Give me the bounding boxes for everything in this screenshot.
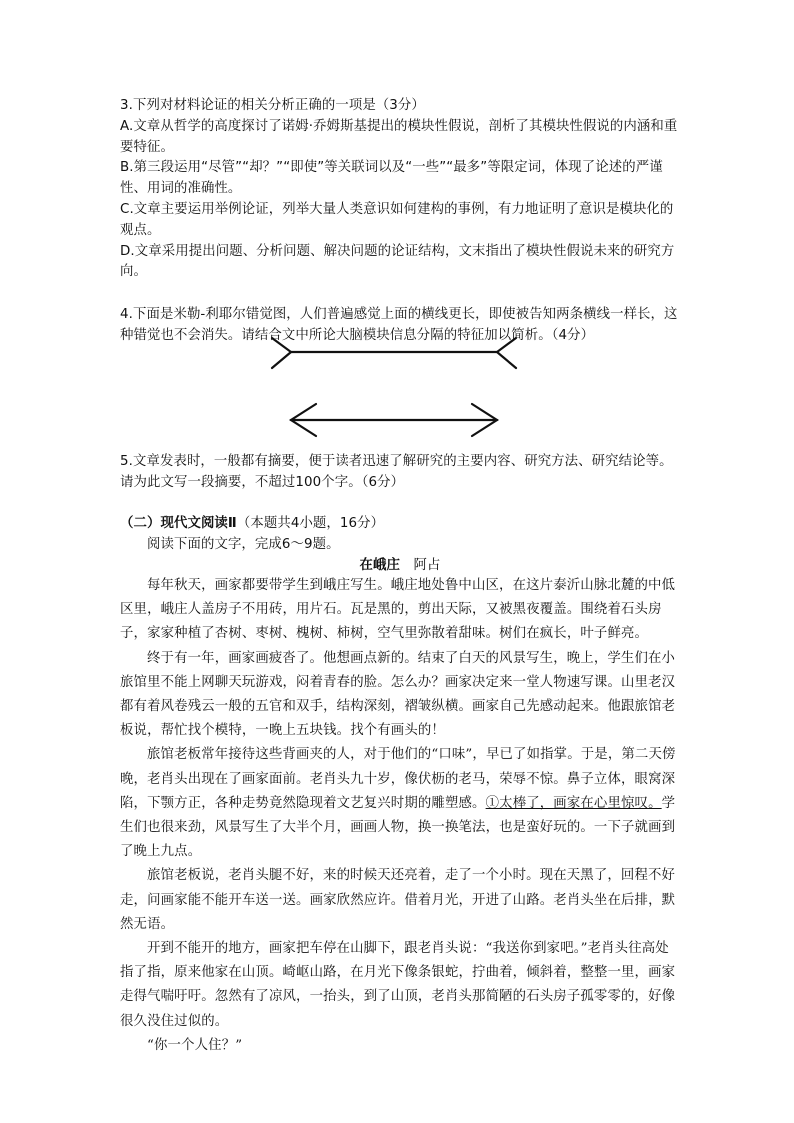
q3-option-b: B.第三段运用“尽管”“却？”“即使”等关联词以及“一些”“最多”等限定词，体现了论述的严谨性、用词的准确性。 [120, 160, 663, 197]
top-right-fin [497, 338, 516, 368]
story-title: 在峨庄 [359, 557, 400, 573]
section-2-instruction: 阅读下面的文字，完成6～9题。 [147, 536, 340, 552]
section-2-heading: （二）现代文阅读Ⅱ [120, 516, 237, 531]
story-paragraph-4: 旅馆老板说，老肖头腿不好，来的时候天还亮着，走了一个小时。现在天黑了，回程不好走，问画家能不能开车送一送。画家欣然应许。借着月光，开进了山路。老肖头坐在后排，默然无语。 [120, 868, 676, 932]
q3-option-c: C.文章主要运用举例论证，列举大量人类意识如何建构的事例，有力地证明了意识是模块化的观点。 [120, 201, 674, 238]
story-paragraph-3 [120, 743, 680, 864]
story-author: 阿占 [413, 557, 441, 573]
q4-stem: 4.下面是米勒-利耶尔错觉图，人们普遍感觉上面的横线更长，即使被告知两条横线一样长，这种错觉也不会消失。请结合文中所论大脑模块信息分隔的特征加以简析。（4分） [120, 307, 678, 343]
q3-option-a: A.文章从哲学的高度探讨了诺姆·乔姆斯基提出的模块性假说，剖析了其模块性假说的内涵和重要特征。 [120, 118, 678, 155]
underlined-sentence-1: ①太棒了，画家在心里惊叹。 [485, 795, 662, 811]
q3-stem: 3.下列对材料论证的相关分析正确的一项是（3分） [120, 98, 425, 113]
question-5 [120, 452, 680, 494]
q5-stem: 5.文章发表时，一般都有摘要，便于读者迅速了解研究的主要内容、研究方法、研究结论等。请为此文写一段摘要，不超过100个字。（6分） [120, 454, 673, 490]
story-body [120, 574, 680, 1058]
section-2-heading-note: （本题共4小题，16分） [236, 516, 385, 531]
top-left-fin [272, 338, 291, 368]
story-paragraph-5: 开到不能开的地方，画家把车停在山脚下，跟老肖头说：“我送你到家吧。”老肖头往高处指了指，原来他家在山顶。崎岖山路，在月光下像条银蛇，拧曲着，倾斜着，整整一里，画家走得气喘吁吁。忽然有了凉风，一抬头，到了山顶，老肖头那简陋的石头房子孤零零的，好像很久没住过似的。 [120, 941, 676, 1029]
story-paragraph-3-text: 旅馆老板常年接待这些背画夹的人，对于他们的“口味”，早已了如指掌。于是，第二天傍晚，老肖头出现在了画家面前。老肖头九十岁，像伏枥的老马，荣辱不惊。鼻子立体，眼窝深陷，下颚方正，各种走势竟然隐现着文艺复兴时期的雕塑感。 [120, 747, 676, 811]
story-paragraph-1: 每年秋天，画家都要带学生到峨庄写生。峨庄地处鲁中山区，在这片泰沂山脉北麓的中低区里，峨庄人盖房子不用砖，用片石。瓦是黑的，剪出天际，又被黑夜覆盖。围绕着石头房子，家家种植了杏树、枣树、槐树、柿树，空气里弥散着甜味。树们在疯长，叶子鲜亮。 [120, 578, 676, 642]
q3-option-d: D.文章采用提出问题、分析问题、解决问题的论证结构，文末指出了模块性假说未来的研究方向。 [120, 243, 675, 280]
story-paragraph-2: 终于有一年，画家画疲沓了。他想画点新的。结束了白天的风景写生，晚上，学生们在小旅馆里不能上网聊天玩游戏，闷着青春的脸。怎么办？画家决定来一堂人物速写课。山里老汉都有着风卷残云一般的五官和双手，结构深刻，褶皱纵横。画家自己先感动起来。他跟旅馆老板说，帮忙找个模特，一晚上五块钱。找个有画头的！ [120, 650, 676, 739]
story-paragraph-3-tail: 学生们也很来劲，风景写生了大半个月，画画人物，换一换笔法，也是蛮好玩的。一下子就画到了晚上九点。 [120, 795, 676, 860]
section-2-header [120, 514, 680, 576]
story-paragraph-6: “你一个人住？” [147, 1037, 243, 1053]
